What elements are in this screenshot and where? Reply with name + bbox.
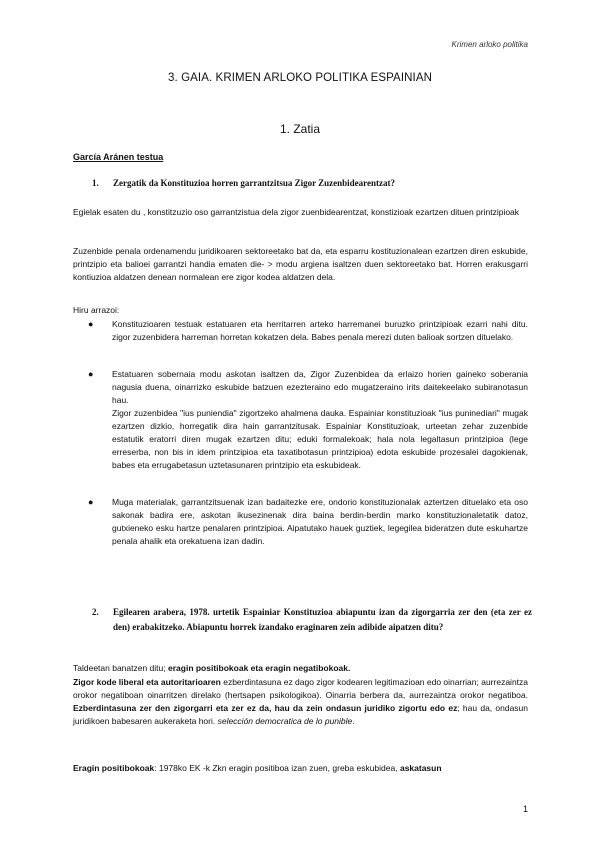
effects-intro-text: Taldeetan banatzen ditu; — [73, 663, 168, 673]
question-2 — [92, 605, 532, 635]
question-2-text: Egilearen arabera, 1978. urtetik Espainiar Konstituzioa abiapuntu izan da zigorgarria zer den (eta zer ez den) erabakitzeko. Abiapuntu horrek izandako eraginaren zein adibide aipatzen ditu? — [113, 607, 532, 632]
reason-2-text-b: Zigor zuzenbidea "ius puniendia" zigortzeko ahalmena dauka. Espainiar konstituzioak "ius puninediari" mugak ezartzen dizkio, horregatik dira hain garrantzitusak. Espainiar Konstituzioak, urteetan zehar zuzenbide estatutik eratorri diren mugak ezartzen ditu; eduki formalekoak; hala nola legaltasun printzipioa (lege erreserba, non bis in idem printzipioa eta taxatibotasun printzipioa) edota eskubide prozesalei dagokienak, babes eta errugabetasun uztetasunaren printzipio eta eskubideak. — [112, 408, 528, 470]
reason-3-text: Muga materialak, garrantzitsuenak izan badaitezke ere, ondorio konstituzionalak aztertzen dituelako eta oso sakonak badira ere, askotan ikusezinenak dira baina berdin-berdin marko konstituzionaletatik datoz, gutxieneko esku hartze penalaren printzipioa. Aipatutako hauek guztiek, legegilea bideratzen dute eskuhartze penala ahalik eta orekatuena izan dadin. — [112, 497, 528, 546]
list-item — [88, 368, 528, 472]
question-1-number: 1. — [92, 178, 99, 188]
effects-p3-bold-end: askatasun — [399, 763, 442, 773]
effects-p2-text-2: ; hau da, ondasun juridikoen babesaren aukeraketa hori. — [73, 703, 529, 726]
question-2-number: 2. — [92, 607, 99, 617]
effects-paragraph-2 — [73, 676, 528, 728]
effects-paragraph-3 — [73, 762, 528, 775]
effects-p2-bold-2: Ezberdintasuna zer den zigorgarri eta zer ez da, hau da zein ondasun juridiko zigortu edo ez — [73, 703, 458, 713]
effects-intro — [73, 662, 528, 675]
intro-paragraph-2: Zuzenbide penala ordenamendu juridikoaren sektoreetako bat da, eta esparru kostituzionalean ezartzen diren eskubide, printzipio eta balioei garrantzi handia ematen die- > modu argiena isaltzen duen sektoreetako bat. Horren erakusgarri kontiuzioa aldatzen denean normalean ere zigor kodea aldatzen dela. — [73, 246, 528, 282]
source-label: García Aránen testua — [73, 152, 164, 162]
bullet-icon: ● — [88, 497, 94, 507]
running-header: Krimen arloko politika — [451, 40, 528, 49]
effects-p2-italic: selección democratica de lo punible — [217, 716, 353, 726]
list-item — [88, 496, 528, 548]
reason-2-text-a: Estatuaren sobernaia modu askotan isaltzen da, Zigor Zuzenbidea da erlaizo horien gaineko soberania nagusia duena, oinarrizko eskubide batzuen ezezteraino edo mugatzeraino irits daitekeelako subiranotasun hau. — [112, 369, 528, 405]
reasons-label: Hiru arrazoi: — [73, 305, 120, 315]
page-number: 1 — [522, 804, 528, 814]
question-1-text: Zergatik da Konstituzioa horren garrantzitsua Zigor Zuzenbidearentzat? — [113, 178, 395, 188]
bullet-icon: ● — [88, 369, 94, 379]
reason-1-text: Konstituzioaren testuak estatuaren eta herritarren arteko harremanei buruzko printzipioak ezarri nahi ditu. zigor zuzenbidera harreman horretan kokatzen dela. Babes penala merezi duten balioak sortzen dituelako. — [112, 319, 528, 342]
intro-paragraph-1: Egielak esaten du , konstitzuzio oso garrantzistua dela zigor zuenbidearentzat, konstizioak ezartzen dituen printzipioak — [73, 207, 520, 217]
effects-intro-emphasis: eragin positibokoak eta eragin negatibokoak. — [168, 663, 351, 673]
effects-p3-text: : 1978ko EK -k Zkn eragin positiboa izan zuen, greba eskubidea, — [154, 763, 400, 773]
question-1 — [92, 176, 532, 191]
reasons-list — [88, 318, 528, 548]
effects-p2-text-1: ezberdintasuna ez dago zigor kodearen legitimazioan edo oinarrian; aurrezaintza orokor negatiboan oinarritzen direlako (hertsapen psikologikoa). Oinarria berbera da, aurrezaintza orokor negatiboa. — [73, 677, 529, 700]
section-subtitle: 1. Zatia — [279, 122, 321, 136]
effects-p2-bold-1: Zigor kode liberal eta autoritarioaren — [73, 677, 221, 687]
list-item — [88, 318, 528, 344]
effects-p2-end: . — [352, 716, 355, 726]
page-title: 3. GAIA. KRIMEN ARLOKO POLITIKA ESPAINIAN — [168, 72, 432, 84]
effects-p3-bold: Eragin positibokoak — [73, 763, 155, 773]
bullet-icon: ● — [88, 319, 94, 329]
